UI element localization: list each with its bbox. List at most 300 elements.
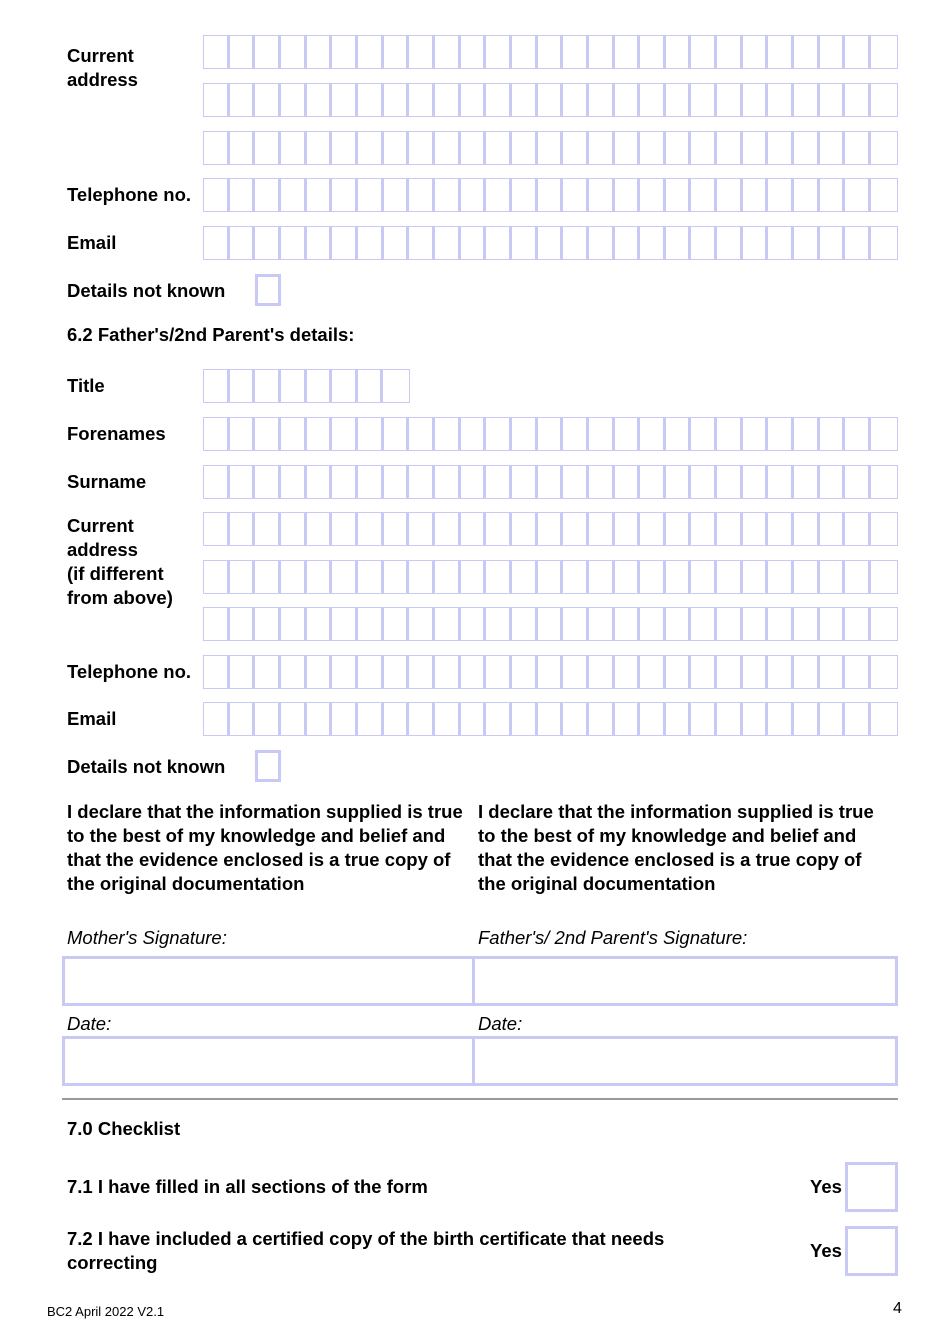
char-cell[interactable] (204, 179, 230, 211)
father-address-line-1[interactable] (203, 512, 898, 546)
char-cell[interactable] (332, 84, 358, 116)
char-cell[interactable] (691, 656, 717, 688)
char-cell[interactable] (743, 703, 769, 735)
char-cell[interactable] (717, 132, 743, 164)
char-cell[interactable] (435, 561, 461, 593)
char-cell[interactable] (332, 703, 358, 735)
char-cell[interactable] (640, 84, 666, 116)
char-cell[interactable] (691, 84, 717, 116)
char-cell[interactable] (768, 703, 794, 735)
char-cell[interactable] (820, 561, 846, 593)
char-cell[interactable] (563, 513, 589, 545)
char-cell[interactable] (230, 179, 256, 211)
char-cell[interactable] (461, 227, 487, 259)
checklist-item-2-checkbox[interactable] (845, 1226, 898, 1276)
char-cell[interactable] (666, 84, 692, 116)
char-cell[interactable] (281, 179, 307, 211)
char-cell[interactable] (384, 656, 410, 688)
char-cell[interactable] (384, 179, 410, 211)
char-cell[interactable] (768, 561, 794, 593)
char-cell[interactable] (461, 561, 487, 593)
char-cell[interactable] (666, 179, 692, 211)
char-cell[interactable] (691, 561, 717, 593)
char-cell[interactable] (512, 513, 538, 545)
char-cell[interactable] (615, 656, 641, 688)
char-cell[interactable] (717, 418, 743, 450)
char-cell[interactable] (563, 36, 589, 68)
char-cell[interactable] (589, 418, 615, 450)
char-cell[interactable] (332, 466, 358, 498)
char-cell[interactable] (717, 84, 743, 116)
char-cell[interactable] (435, 36, 461, 68)
char-cell[interactable] (512, 36, 538, 68)
char-cell[interactable] (794, 466, 820, 498)
char-cell[interactable] (563, 418, 589, 450)
char-cell[interactable] (281, 608, 307, 640)
char-cell[interactable] (845, 466, 871, 498)
char-cell[interactable] (486, 608, 512, 640)
char-cell[interactable] (230, 608, 256, 640)
char-cell[interactable] (691, 608, 717, 640)
char-cell[interactable] (409, 132, 435, 164)
char-cell[interactable] (230, 466, 256, 498)
char-cell[interactable] (281, 703, 307, 735)
char-cell[interactable] (204, 513, 230, 545)
char-cell[interactable] (820, 703, 846, 735)
char-cell[interactable] (794, 703, 820, 735)
char-cell[interactable] (717, 179, 743, 211)
char-cell[interactable] (384, 608, 410, 640)
char-cell[interactable] (717, 656, 743, 688)
char-cell[interactable] (230, 418, 256, 450)
char-cell[interactable] (538, 227, 564, 259)
father-forenames-field[interactable] (203, 417, 898, 451)
char-cell[interactable] (307, 656, 333, 688)
char-cell[interactable] (743, 227, 769, 259)
char-cell[interactable] (691, 179, 717, 211)
char-cell[interactable] (307, 84, 333, 116)
father-address-line-2[interactable] (203, 560, 898, 594)
char-cell[interactable] (615, 36, 641, 68)
char-cell[interactable] (563, 132, 589, 164)
char-cell[interactable] (255, 561, 281, 593)
char-cell[interactable] (589, 132, 615, 164)
char-cell[interactable] (409, 179, 435, 211)
mother-date-box[interactable] (62, 1036, 475, 1086)
char-cell[interactable] (281, 132, 307, 164)
mother-not-known-checkbox[interactable] (255, 274, 281, 306)
char-cell[interactable] (307, 513, 333, 545)
char-cell[interactable] (384, 513, 410, 545)
char-cell[interactable] (845, 418, 871, 450)
char-cell[interactable] (820, 132, 846, 164)
char-cell[interactable] (204, 418, 230, 450)
char-cell[interactable] (768, 513, 794, 545)
char-cell[interactable] (845, 608, 871, 640)
char-cell[interactable] (845, 132, 871, 164)
char-cell[interactable] (640, 466, 666, 498)
char-cell[interactable] (486, 466, 512, 498)
char-cell[interactable] (538, 513, 564, 545)
char-cell[interactable] (409, 466, 435, 498)
char-cell[interactable] (538, 466, 564, 498)
checklist-item-1-checkbox[interactable] (845, 1162, 898, 1212)
char-cell[interactable] (332, 36, 358, 68)
char-cell[interactable] (255, 179, 281, 211)
char-cell[interactable] (332, 561, 358, 593)
char-cell[interactable] (794, 608, 820, 640)
char-cell[interactable] (435, 703, 461, 735)
char-cell[interactable] (589, 466, 615, 498)
char-cell[interactable] (358, 227, 384, 259)
mother-telephone-field[interactable] (203, 178, 898, 212)
char-cell[interactable] (281, 36, 307, 68)
char-cell[interactable] (204, 36, 230, 68)
char-cell[interactable] (640, 36, 666, 68)
father-date-box[interactable] (472, 1036, 898, 1086)
char-cell[interactable] (461, 132, 487, 164)
char-cell[interactable] (615, 703, 641, 735)
char-cell[interactable] (435, 513, 461, 545)
char-cell[interactable] (204, 608, 230, 640)
char-cell[interactable] (281, 370, 307, 402)
char-cell[interactable] (666, 513, 692, 545)
char-cell[interactable] (717, 703, 743, 735)
char-cell[interactable] (820, 227, 846, 259)
char-cell[interactable] (743, 656, 769, 688)
char-cell[interactable] (358, 608, 384, 640)
char-cell[interactable] (255, 84, 281, 116)
char-cell[interactable] (666, 36, 692, 68)
char-cell[interactable] (409, 703, 435, 735)
char-cell[interactable] (691, 703, 717, 735)
char-cell[interactable] (461, 703, 487, 735)
char-cell[interactable] (845, 227, 871, 259)
char-cell[interactable] (871, 36, 897, 68)
char-cell[interactable] (717, 561, 743, 593)
char-cell[interactable] (230, 84, 256, 116)
char-cell[interactable] (589, 656, 615, 688)
char-cell[interactable] (871, 227, 897, 259)
father-surname-field[interactable] (203, 465, 898, 499)
char-cell[interactable] (589, 513, 615, 545)
char-cell[interactable] (768, 84, 794, 116)
char-cell[interactable] (871, 418, 897, 450)
char-cell[interactable] (615, 513, 641, 545)
mother-signature-box[interactable] (62, 956, 475, 1006)
char-cell[interactable] (358, 656, 384, 688)
char-cell[interactable] (435, 84, 461, 116)
char-cell[interactable] (384, 132, 410, 164)
char-cell[interactable] (589, 561, 615, 593)
char-cell[interactable] (512, 84, 538, 116)
char-cell[interactable] (204, 656, 230, 688)
char-cell[interactable] (615, 227, 641, 259)
char-cell[interactable] (512, 656, 538, 688)
mother-email-field[interactable] (203, 226, 898, 260)
char-cell[interactable] (512, 179, 538, 211)
char-cell[interactable] (691, 132, 717, 164)
char-cell[interactable] (486, 561, 512, 593)
char-cell[interactable] (615, 608, 641, 640)
char-cell[interactable] (384, 418, 410, 450)
char-cell[interactable] (307, 132, 333, 164)
char-cell[interactable] (640, 179, 666, 211)
char-cell[interactable] (794, 84, 820, 116)
char-cell[interactable] (820, 656, 846, 688)
char-cell[interactable] (358, 370, 384, 402)
mother-address-line-3[interactable] (203, 131, 898, 165)
char-cell[interactable] (486, 513, 512, 545)
char-cell[interactable] (691, 466, 717, 498)
char-cell[interactable] (281, 418, 307, 450)
char-cell[interactable] (230, 703, 256, 735)
char-cell[interactable] (615, 84, 641, 116)
char-cell[interactable] (666, 227, 692, 259)
char-cell[interactable] (717, 513, 743, 545)
char-cell[interactable] (486, 179, 512, 211)
char-cell[interactable] (794, 561, 820, 593)
char-cell[interactable] (871, 84, 897, 116)
char-cell[interactable] (743, 561, 769, 593)
char-cell[interactable] (230, 36, 256, 68)
char-cell[interactable] (461, 656, 487, 688)
char-cell[interactable] (281, 227, 307, 259)
char-cell[interactable] (358, 418, 384, 450)
char-cell[interactable] (358, 513, 384, 545)
char-cell[interactable] (615, 179, 641, 211)
char-cell[interactable] (512, 418, 538, 450)
char-cell[interactable] (538, 561, 564, 593)
char-cell[interactable] (871, 466, 897, 498)
char-cell[interactable] (486, 84, 512, 116)
char-cell[interactable] (615, 418, 641, 450)
father-address-line-3[interactable] (203, 607, 898, 641)
char-cell[interactable] (845, 656, 871, 688)
mother-address-line-2[interactable] (203, 83, 898, 117)
char-cell[interactable] (666, 466, 692, 498)
char-cell[interactable] (589, 179, 615, 211)
char-cell[interactable] (640, 561, 666, 593)
char-cell[interactable] (307, 418, 333, 450)
char-cell[interactable] (255, 36, 281, 68)
char-cell[interactable] (461, 84, 487, 116)
char-cell[interactable] (384, 466, 410, 498)
char-cell[interactable] (461, 179, 487, 211)
char-cell[interactable] (717, 36, 743, 68)
char-cell[interactable] (743, 513, 769, 545)
char-cell[interactable] (204, 227, 230, 259)
char-cell[interactable] (409, 84, 435, 116)
char-cell[interactable] (538, 132, 564, 164)
char-cell[interactable] (743, 36, 769, 68)
char-cell[interactable] (743, 418, 769, 450)
char-cell[interactable] (281, 656, 307, 688)
char-cell[interactable] (666, 132, 692, 164)
char-cell[interactable] (307, 370, 333, 402)
char-cell[interactable] (512, 608, 538, 640)
char-cell[interactable] (743, 179, 769, 211)
char-cell[interactable] (332, 656, 358, 688)
char-cell[interactable] (538, 656, 564, 688)
char-cell[interactable] (358, 703, 384, 735)
char-cell[interactable] (563, 466, 589, 498)
char-cell[interactable] (640, 703, 666, 735)
char-cell[interactable] (461, 36, 487, 68)
char-cell[interactable] (538, 608, 564, 640)
char-cell[interactable] (307, 227, 333, 259)
char-cell[interactable] (332, 513, 358, 545)
char-cell[interactable] (512, 561, 538, 593)
char-cell[interactable] (743, 466, 769, 498)
char-cell[interactable] (871, 179, 897, 211)
char-cell[interactable] (409, 418, 435, 450)
char-cell[interactable] (255, 703, 281, 735)
char-cell[interactable] (820, 513, 846, 545)
char-cell[interactable] (794, 418, 820, 450)
char-cell[interactable] (871, 132, 897, 164)
char-cell[interactable] (666, 418, 692, 450)
char-cell[interactable] (358, 466, 384, 498)
char-cell[interactable] (512, 466, 538, 498)
char-cell[interactable] (384, 561, 410, 593)
char-cell[interactable] (332, 418, 358, 450)
char-cell[interactable] (435, 132, 461, 164)
char-cell[interactable] (307, 179, 333, 211)
char-cell[interactable] (563, 656, 589, 688)
char-cell[interactable] (204, 561, 230, 593)
char-cell[interactable] (281, 466, 307, 498)
char-cell[interactable] (332, 370, 358, 402)
char-cell[interactable] (768, 418, 794, 450)
char-cell[interactable] (538, 418, 564, 450)
char-cell[interactable] (871, 656, 897, 688)
char-cell[interactable] (281, 513, 307, 545)
char-cell[interactable] (640, 132, 666, 164)
char-cell[interactable] (230, 370, 256, 402)
char-cell[interactable] (281, 84, 307, 116)
char-cell[interactable] (794, 227, 820, 259)
char-cell[interactable] (358, 84, 384, 116)
char-cell[interactable] (435, 608, 461, 640)
char-cell[interactable] (589, 84, 615, 116)
char-cell[interactable] (230, 561, 256, 593)
char-cell[interactable] (461, 418, 487, 450)
char-cell[interactable] (563, 227, 589, 259)
char-cell[interactable] (794, 179, 820, 211)
char-cell[interactable] (820, 608, 846, 640)
char-cell[interactable] (768, 36, 794, 68)
char-cell[interactable] (486, 36, 512, 68)
char-cell[interactable] (768, 132, 794, 164)
char-cell[interactable] (512, 227, 538, 259)
char-cell[interactable] (230, 227, 256, 259)
char-cell[interactable] (845, 36, 871, 68)
char-cell[interactable] (794, 656, 820, 688)
mother-address-line-1[interactable] (203, 35, 898, 69)
char-cell[interactable] (461, 513, 487, 545)
char-cell[interactable] (563, 608, 589, 640)
char-cell[interactable] (512, 132, 538, 164)
char-cell[interactable] (768, 608, 794, 640)
char-cell[interactable] (640, 608, 666, 640)
char-cell[interactable] (255, 370, 281, 402)
char-cell[interactable] (307, 703, 333, 735)
char-cell[interactable] (794, 513, 820, 545)
char-cell[interactable] (871, 513, 897, 545)
char-cell[interactable] (615, 132, 641, 164)
char-cell[interactable] (281, 561, 307, 593)
char-cell[interactable] (384, 227, 410, 259)
char-cell[interactable] (486, 418, 512, 450)
char-cell[interactable] (409, 608, 435, 640)
char-cell[interactable] (230, 513, 256, 545)
char-cell[interactable] (486, 132, 512, 164)
char-cell[interactable] (717, 608, 743, 640)
char-cell[interactable] (204, 84, 230, 116)
char-cell[interactable] (666, 561, 692, 593)
char-cell[interactable] (717, 227, 743, 259)
char-cell[interactable] (845, 703, 871, 735)
char-cell[interactable] (332, 179, 358, 211)
father-signature-box[interactable] (472, 956, 898, 1006)
char-cell[interactable] (538, 703, 564, 735)
char-cell[interactable] (461, 608, 487, 640)
char-cell[interactable] (435, 466, 461, 498)
char-cell[interactable] (691, 513, 717, 545)
char-cell[interactable] (384, 84, 410, 116)
char-cell[interactable] (486, 227, 512, 259)
char-cell[interactable] (307, 561, 333, 593)
char-cell[interactable] (435, 227, 461, 259)
char-cell[interactable] (871, 703, 897, 735)
char-cell[interactable] (691, 227, 717, 259)
char-cell[interactable] (743, 132, 769, 164)
char-cell[interactable] (666, 608, 692, 640)
char-cell[interactable] (255, 418, 281, 450)
char-cell[interactable] (307, 608, 333, 640)
char-cell[interactable] (615, 561, 641, 593)
char-cell[interactable] (640, 227, 666, 259)
char-cell[interactable] (845, 561, 871, 593)
father-telephone-field[interactable] (203, 655, 898, 689)
char-cell[interactable] (820, 36, 846, 68)
char-cell[interactable] (563, 84, 589, 116)
char-cell[interactable] (358, 561, 384, 593)
char-cell[interactable] (589, 608, 615, 640)
char-cell[interactable] (486, 703, 512, 735)
char-cell[interactable] (820, 418, 846, 450)
char-cell[interactable] (691, 36, 717, 68)
char-cell[interactable] (409, 36, 435, 68)
char-cell[interactable] (383, 370, 409, 402)
char-cell[interactable] (435, 656, 461, 688)
char-cell[interactable] (589, 703, 615, 735)
char-cell[interactable] (615, 466, 641, 498)
char-cell[interactable] (255, 513, 281, 545)
char-cell[interactable] (461, 466, 487, 498)
char-cell[interactable] (332, 132, 358, 164)
char-cell[interactable] (255, 227, 281, 259)
char-cell[interactable] (640, 513, 666, 545)
char-cell[interactable] (538, 179, 564, 211)
char-cell[interactable] (666, 703, 692, 735)
char-cell[interactable] (589, 36, 615, 68)
char-cell[interactable] (640, 656, 666, 688)
father-not-known-checkbox[interactable] (255, 750, 281, 782)
char-cell[interactable] (845, 84, 871, 116)
char-cell[interactable] (358, 179, 384, 211)
